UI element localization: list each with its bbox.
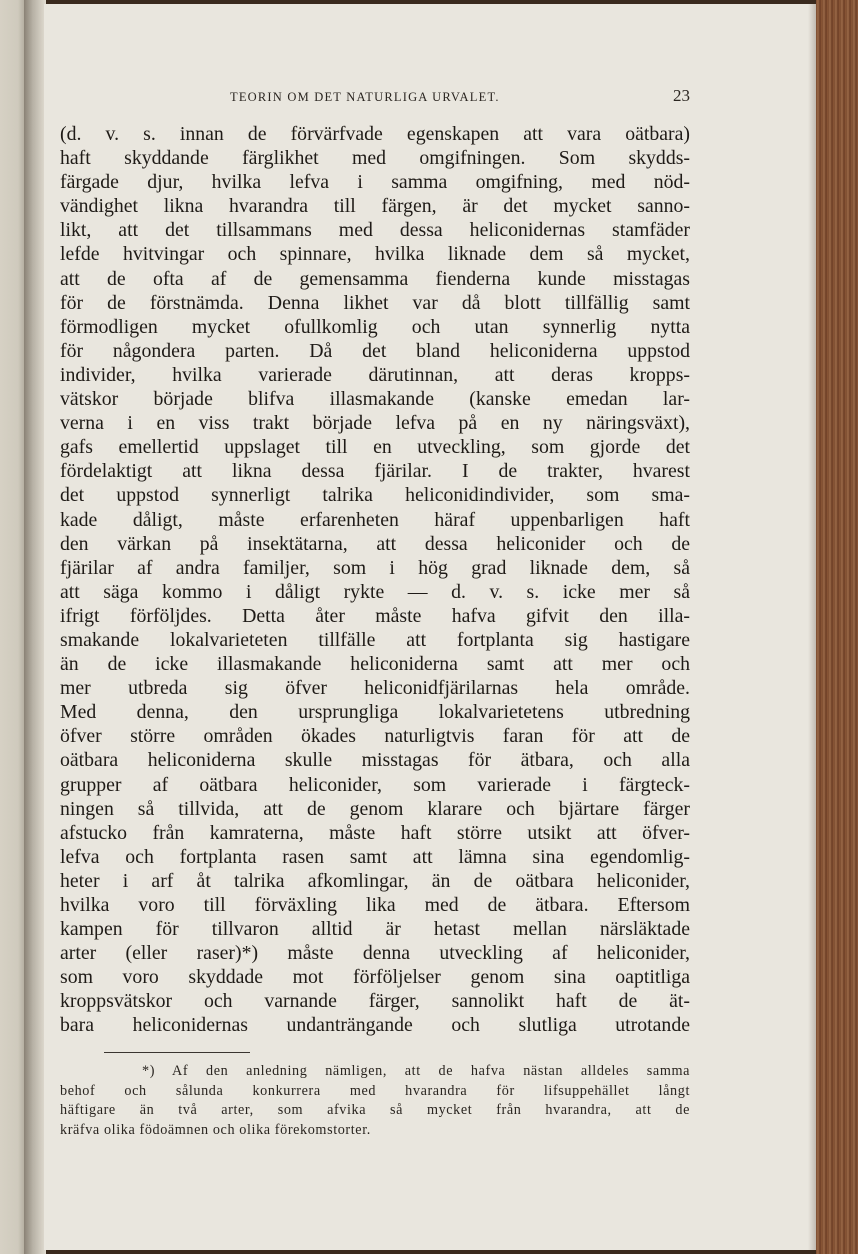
- body-text: [60, 122, 690, 1038]
- text-line: att de ofta af de gemensamma fienderna kunde misstagas: [60, 267, 690, 290]
- text-line: kampen för tillvaron alltid är hetast mellan närsläktade: [60, 918, 690, 941]
- text-line: ningen så tillvida, att de genom klarare och bjärtare färger: [60, 797, 690, 820]
- text-line: gafs emellertid uppslaget till en utveckling, som gjorde det: [60, 436, 690, 459]
- text-line: smakande lokalvarieteten tillfälle att fortplanta sig hastigare: [60, 628, 690, 651]
- page-block-edge: [816, 0, 858, 1254]
- text-line: fjärilar af andra familjer, som i hög grad liknade dem, så: [60, 556, 690, 579]
- text-line: kade dåligt, måste erfarenheten häraf uppenbarligen haft: [60, 508, 690, 531]
- text-line: (d. v. s. innan de förvärfvade egenskapen att vara oätbara): [60, 123, 690, 145]
- footnote-rule: [104, 1052, 250, 1053]
- page-number: 23: [673, 86, 690, 105]
- text-line: den värkan på insektätarna, att dessa heliconider och de: [60, 532, 690, 555]
- footnote-line: kräfva olika födoämnen och olika förekomstorter.: [60, 1121, 371, 1138]
- text-line: verna i en viss trakt började lefva på en ny näringsväxt),: [60, 412, 690, 435]
- text-line: haft skyddande färglikhet med omgifningen. Som skydds-: [60, 147, 690, 170]
- text-line: fördelaktigt att likna dessa fjärilar. I de trakter, hvarest: [60, 460, 690, 483]
- text-line: kroppsvätskor och varnande färger, sannolikt haft de ät-: [60, 990, 690, 1013]
- running-title: TEORIN OM DET NATURLIGA URVALET.: [230, 90, 500, 104]
- text-line: arter (eller raser)*) måste denna utveckling af heliconider,: [60, 942, 690, 965]
- text-line: likt, att det tillsammans med dessa heliconidernas stamfäder: [60, 219, 690, 242]
- text-line: vätskor började blifva illasmakande (kanske emedan lar-: [60, 388, 690, 411]
- text-line: hvilka voro till förväxling lika med de ätbara. Eftersom: [60, 894, 690, 916]
- text-line: som voro skyddade mot förföljelser genom sina oaptitliga: [60, 966, 690, 989]
- text-line: vändighet likna hvarandra till färgen, är det mycket sanno-: [60, 195, 690, 218]
- text-line: för någondera parten. Då det bland heliconiderna uppstod: [60, 339, 690, 362]
- text-line: lefde hvitvingar och spinnare, hvilka liknade dem så mycket,: [60, 243, 690, 266]
- footnote-line: behof och sålunda konkurrera med hvarandra för lifsuppehället långt: [60, 1082, 690, 1099]
- text-line: färgade djur, hvilka lefva i samma omgifning, med nöd-: [60, 171, 690, 194]
- text-line: förmodligen mycket ofullkomlig och utan synnerlig nytta: [60, 315, 690, 338]
- page-header: [60, 86, 690, 106]
- text-line: mer utbreda sig öfver heliconidfjärilarnas hela område.: [60, 677, 690, 700]
- footnote-line: häftigare än två arter, som afvika så mycket från hvarandra, att de: [60, 1102, 690, 1119]
- text-line: än de icke illasmakande heliconiderna samt att mer och: [60, 653, 690, 676]
- text-line: att säga kommo i dåligt rykte — d. v. s. icke mer så: [60, 580, 690, 603]
- book-gutter: [24, 0, 46, 1254]
- footnote: [60, 1062, 690, 1140]
- text-line: ifrigt förföljdes. Detta åter måste hafva gifvit den illa-: [60, 604, 690, 627]
- text-line: oätbara heliconiderna skulle misstagas för ätbara, och alla: [60, 749, 690, 772]
- text-line: grupper af oätbara heliconider, som varierade i färgteck-: [60, 773, 690, 796]
- text-line: afstucko från kamraterna, måste haft större utsikt att öfver-: [60, 821, 690, 844]
- text-line: individer, hvilka varierade därutinnan, att deras kropps-: [60, 363, 690, 386]
- text-line: det uppstod synnerligt talrika heliconidindivider, som sma-: [60, 484, 690, 507]
- text-line: lefva och fortplanta rasen samt att lämna sina egendomlig-: [60, 845, 690, 868]
- text-line: öfver större områden ökades naturligtvis faran för att de: [60, 725, 690, 748]
- text-line: heter i arf åt talrika afkomlingar, än de oätbara heliconider,: [60, 869, 690, 892]
- footnote-line: *) Af den anledning nämligen, att de hafva nästan alldeles samma: [142, 1063, 690, 1079]
- text-line: för de förstnämda. Denna likhet var då blott tillfällig samt: [60, 291, 690, 314]
- text-line: Med denna, den ursprungliga lokalvarietetens utbredning: [60, 701, 690, 724]
- text-line: bara heliconidernas undanträngande och slutliga utrotande: [60, 1014, 690, 1037]
